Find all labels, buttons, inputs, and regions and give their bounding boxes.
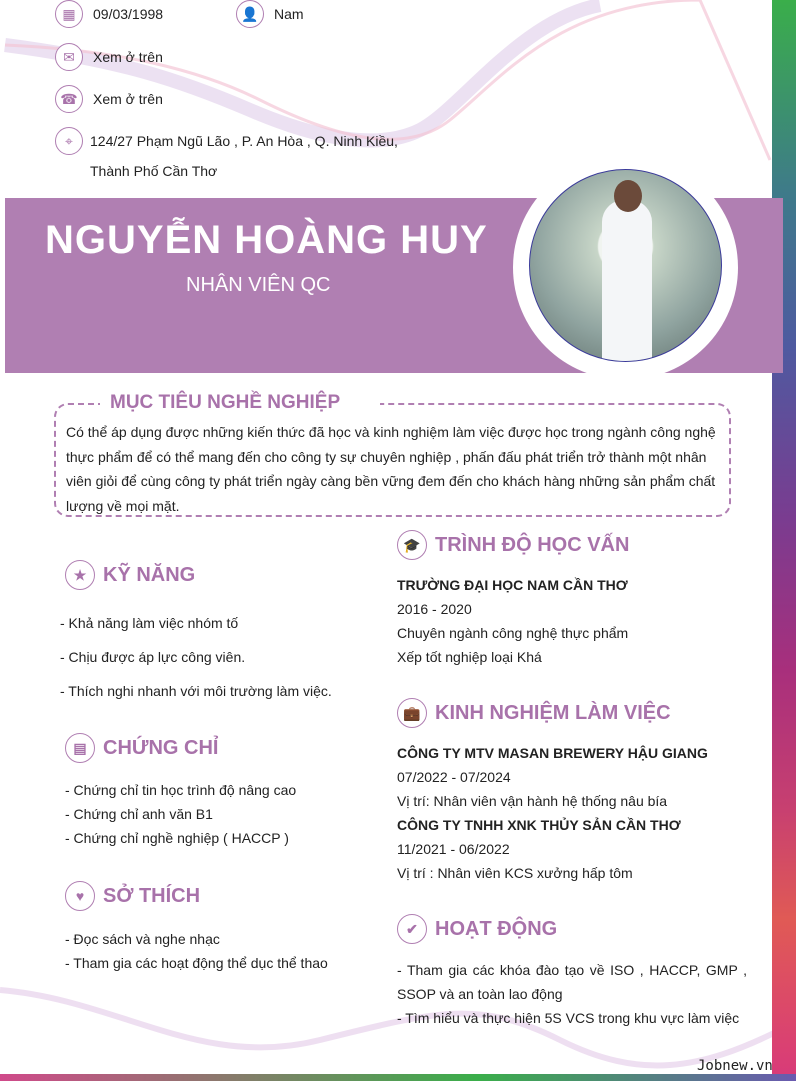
period: 07/2022 - 07/2024: [397, 769, 511, 785]
phone: Xem ở trên: [93, 91, 163, 107]
phone-icon: ☎: [55, 85, 83, 113]
grade: Xếp tốt nghiệp loại Khá: [397, 649, 542, 665]
mail-icon: ✉: [55, 43, 83, 71]
bottom-color-bar: [0, 1074, 796, 1081]
position: Vị trí: Nhân viên vận hành hệ thống nâu bía: [397, 793, 668, 809]
side-color-bar: [772, 0, 796, 1081]
major: Chuyên ngành công nghệ thực phẩm: [397, 625, 629, 641]
list-item: - Tham gia các khóa đào tạo về ISO , HACCP, GMP , SSOP và an toàn lao động: [397, 962, 747, 1002]
list-item: - Khả năng làm việc nhóm tố: [60, 615, 239, 631]
experience-heading: [397, 698, 671, 728]
experience-title: KINH NGHIỆM LÀM VIỆC: [435, 701, 671, 724]
address-row: [55, 127, 440, 186]
dob: 09/03/1998: [93, 6, 164, 22]
skills-title: KỸ NĂNG: [103, 563, 196, 586]
email-row: [55, 43, 163, 71]
experience-list: [397, 741, 708, 885]
position: Vị trí : Nhân viên KCS xưởng hấp tôm: [397, 865, 633, 881]
skills-heading: [65, 560, 195, 590]
footer-brand: Jobnew.vn: [697, 1058, 773, 1074]
company: CÔNG TY TNHH XNK THỦY SẢN CẦN THƠ: [397, 817, 681, 833]
skills-list: [60, 611, 332, 703]
gender: Nam: [274, 6, 304, 22]
list-item: - Chứng chỉ nghề nghiệp ( HACCP ): [65, 830, 289, 846]
school: TRƯỜNG ĐẠI HỌC NAM CẦN THƠ: [397, 577, 628, 593]
hobbies-list: [65, 927, 328, 975]
objective-title: MỤC TIÊU NGHỀ NGHIỆP: [100, 392, 380, 414]
star-icon: ★: [65, 560, 95, 590]
heart-icon: ♥: [65, 881, 95, 911]
period: 11/2021 - 06/2022: [397, 841, 510, 857]
company: CÔNG TY MTV MASAN BREWERY HẬU GIANG: [397, 745, 708, 761]
activities-title: HOẠT ĐỘNG: [435, 917, 558, 940]
hobbies-title: SỞ THÍCH: [103, 884, 201, 907]
list-item: - Chứng chỉ tin học trình độ nâng cao: [65, 782, 297, 798]
hobbies-heading: [65, 881, 200, 911]
list-item: - Đọc sách và nghe nhạc: [65, 931, 220, 947]
person-icon: 👤: [236, 0, 264, 28]
list-item: - Chứng chỉ anh văn B1: [65, 806, 213, 822]
activities-list: [397, 958, 747, 1030]
education-details: [397, 573, 628, 669]
objective-text: Có thể áp dụng được những kiến thức đã học và kinh nghiệm làm việc được học trong ngành công nghệ thực phẩm để có thể mang đến cho công ty sự chuyên nghiệp , phấn đấu phát triển trở thành một nhân viên giỏi để cùng công ty phát triển ngày càng bền vững đem đến cho khách hàng những sản phẩm chất lượng về mọi mặt.: [66, 424, 716, 514]
email: Xem ở trên: [93, 49, 163, 65]
list-item: - Thích nghi nhanh với môi trường làm việc.: [60, 683, 332, 699]
checkmark-icon: ✔: [397, 914, 427, 944]
education-title: TRÌNH ĐỘ HỌC VẤN: [435, 533, 630, 556]
graduation-cap-icon: 🎓: [397, 530, 427, 560]
address: 124/27 Phạm Ngũ Lão , P. An Hòa , Q. Ninh Kiều, Thành Phố Cần Thơ: [90, 133, 398, 179]
list-item: - Chịu được áp lực công viên.: [60, 649, 246, 665]
certs-list: [65, 778, 296, 850]
dob-row: [55, 0, 163, 28]
location-pin-icon: ⌖: [55, 127, 83, 155]
profile-photo: [529, 169, 722, 362]
gender-row: [236, 0, 304, 28]
certs-title: CHỨNG CHỈ: [103, 736, 219, 759]
period: 2016 - 2020: [397, 601, 472, 617]
list-item: - Tham gia các hoạt động thể dục thể thao: [65, 955, 328, 971]
certificate-icon: ▤: [65, 733, 95, 763]
calendar-icon: ▦: [55, 0, 83, 28]
list-item: - Tìm hiểu và thực hiện 5S VCS trong khu vực làm việc: [397, 1010, 740, 1026]
activities-heading: [397, 914, 557, 944]
job-title: NHÂN VIÊN QC: [186, 274, 331, 296]
certs-heading: [65, 733, 218, 763]
briefcase-icon: 💼: [397, 698, 427, 728]
phone-row: [55, 85, 163, 113]
education-heading: [397, 530, 629, 560]
candidate-name: NGUYỄN HOÀNG HUY: [45, 218, 488, 262]
